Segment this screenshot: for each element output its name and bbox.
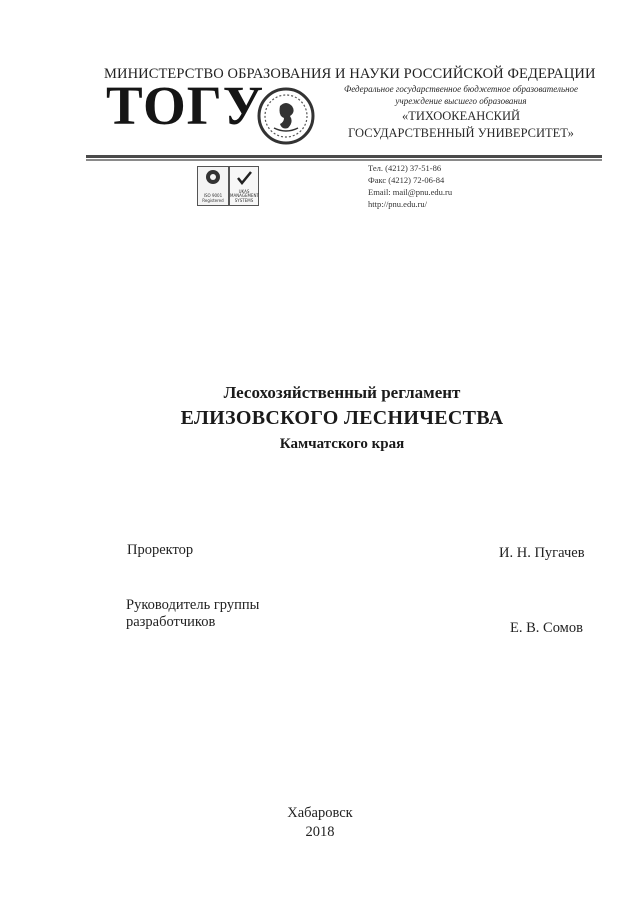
ukas-certificate-badge — [229, 166, 259, 206]
footer-year: 2018 — [305, 824, 335, 840]
contact-email[interactable]: Email: mail@pnu.edu.ru — [368, 187, 453, 197]
contact-website[interactable]: http://pnu.edu.ru/ — [368, 199, 428, 209]
signature-name-pugachev: И. Н. Пугачев — [499, 545, 585, 561]
contacts-block — [368, 162, 452, 210]
signature-name-somov: Е. В. Сомов — [510, 620, 583, 636]
signature-role-group-leader-line1: Руководитель группы — [126, 597, 260, 613]
university-logo-text: ТОГУ — [106, 75, 265, 136]
university-name-block — [320, 84, 602, 141]
university-type-line2: учреждение высшего образования — [395, 96, 527, 106]
document-title-line1: Лесохозяйственный регламент — [223, 383, 461, 402]
document-title-line2: ЕЛИЗОВСКОГО ЛЕСНИЧЕСТВА — [180, 407, 504, 429]
university-emblem-icon — [256, 86, 316, 146]
signature-role-prorector: Проректор — [127, 542, 194, 558]
university-name-line1: «ТИХООКЕАНСКИЙ — [401, 109, 521, 123]
place-and-year — [250, 804, 390, 842]
header-divider-secondary — [86, 159, 602, 161]
university-type-line1: Федеральное государственное бюджетное образовательное — [343, 84, 579, 94]
document-title-block — [100, 383, 584, 453]
ukas-certificate-caption: UKAS MANAGEMENT SYSTEMS — [230, 188, 259, 203]
contact-fax: Факс (4212) 72-06-84 — [368, 175, 445, 185]
contact-phone: Тел. (4212) 37-51-86 — [368, 163, 442, 173]
iso-certificate-badge — [197, 166, 229, 206]
ukas-crown-check-icon — [230, 167, 258, 189]
signature-role-group-leader-line2: разработчиков — [126, 614, 216, 630]
university-name-line2: ГОСУДАРСТВЕННЫЙ УНИВЕРСИТЕТ» — [348, 126, 574, 140]
iso-logo-icon — [198, 167, 228, 191]
ministry-heading: МИНИСТЕРСТВО ОБРАЗОВАНИЯ И НАУКИ РОССИЙСКОЙ ФЕДЕРАЦИИ — [104, 66, 596, 82]
iso-certificate-caption: ISO 9001 Registered — [202, 193, 224, 203]
document-title-line3: Камчатского края — [279, 436, 405, 452]
header-divider — [86, 155, 602, 158]
footer-city: Хабаровск — [287, 805, 353, 821]
